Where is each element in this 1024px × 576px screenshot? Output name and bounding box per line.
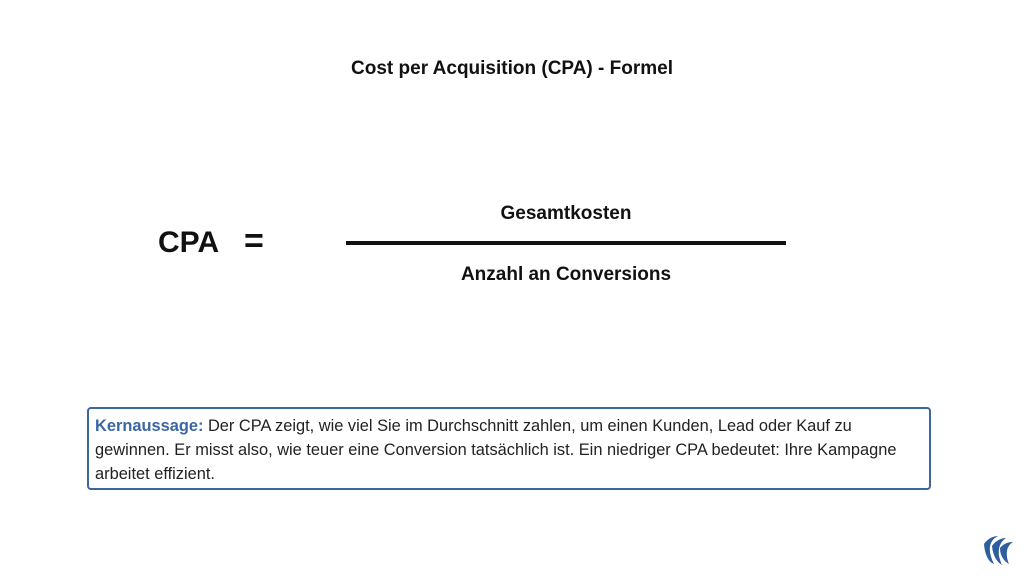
formula-lhs: CPA bbox=[158, 226, 220, 259]
fraction-bar bbox=[346, 241, 786, 245]
formula-numerator: Gesamtkosten bbox=[500, 203, 632, 224]
equals-sign: = bbox=[244, 222, 264, 260]
key-statement-label: Kernaussage: bbox=[95, 417, 204, 435]
page-title: Cost per Acquisition (CPA) - Formel bbox=[351, 58, 673, 79]
key-statement-box bbox=[87, 407, 931, 490]
w-logo-icon bbox=[978, 530, 1018, 570]
formula-denominator: Anzahl an Conversions bbox=[460, 264, 672, 285]
key-statement-text: Der CPA zeigt, wie viel Sie im Durchschnitt zahlen, um einen Kunden, Lead oder Kauf zu gewinnen. Er misst also, wie teuer eine Conversion tatsächlich ist. Ein niedriger CPA bedeutet: Ihre Kampagne arbeitet effizient. bbox=[95, 417, 897, 483]
